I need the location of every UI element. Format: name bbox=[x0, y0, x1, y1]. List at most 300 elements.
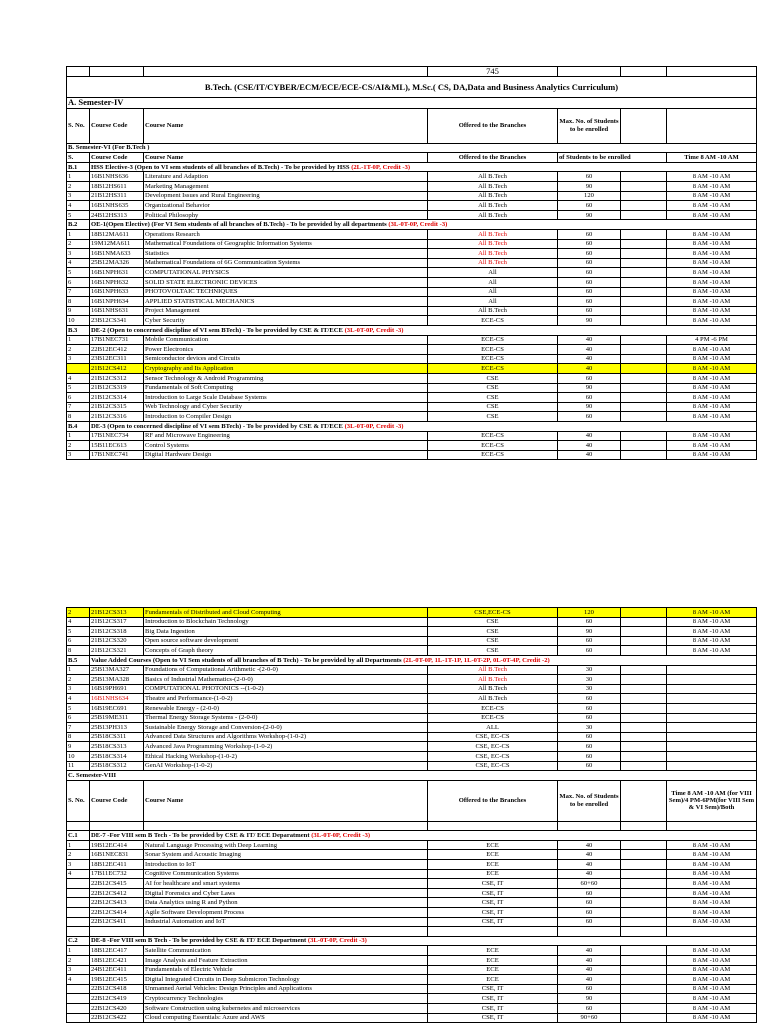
max-students: 60 bbox=[558, 373, 621, 383]
section-row bbox=[67, 325, 757, 335]
section-title-text: HSS Elective-3 (Open to VI sem students of all branches of B.Tech) - To be provided by HSS bbox=[91, 163, 350, 171]
empty-cell bbox=[621, 665, 667, 675]
course-code: 23B12EC311 bbox=[90, 354, 144, 364]
row-sno: 3 bbox=[67, 354, 90, 364]
empty-cell bbox=[621, 441, 667, 451]
max-students: 120 bbox=[558, 608, 621, 618]
empty-cell bbox=[621, 287, 667, 297]
offered-branches: ECE bbox=[428, 840, 558, 850]
course-row bbox=[67, 617, 757, 627]
course-row bbox=[67, 898, 757, 908]
empty-cell bbox=[621, 402, 667, 412]
course-name: Operations Research bbox=[144, 230, 428, 240]
row-sno: 3 bbox=[67, 191, 90, 201]
course-row bbox=[67, 723, 757, 733]
course-code: 21B12CS321 bbox=[90, 646, 144, 656]
course-code: 16B1NHS636 bbox=[90, 172, 144, 182]
course-code: 16B19PH691 bbox=[90, 684, 144, 694]
course-name: Fundamentals of Distributed and Cloud Computing bbox=[144, 608, 428, 618]
course-name: Digital Integrated Circuits in Deep Submicron Technology bbox=[144, 975, 428, 985]
row-sno bbox=[67, 898, 90, 908]
course-row bbox=[67, 694, 757, 704]
course-code: 21B12CS319 bbox=[90, 383, 144, 393]
course-code: 17B1NEC731 bbox=[90, 335, 144, 345]
row-sno: 4 bbox=[67, 617, 90, 627]
row-sno bbox=[67, 364, 90, 374]
course-code: 21B12CS312 bbox=[90, 373, 144, 383]
col-header-code: Course Code bbox=[90, 108, 144, 143]
course-row bbox=[67, 761, 757, 771]
empty-cell bbox=[621, 908, 667, 918]
time-slot bbox=[667, 723, 757, 733]
course-code: 16B19EC691 bbox=[90, 703, 144, 713]
section-heading-row bbox=[67, 771, 757, 781]
offered-branches: ECE-CS bbox=[428, 335, 558, 345]
empty-cell bbox=[621, 297, 667, 307]
max-students: 60 bbox=[558, 703, 621, 713]
course-row bbox=[67, 364, 757, 374]
course-name: Statistics bbox=[144, 249, 428, 259]
section-credit: (3L-0T-0P, Credit -3) bbox=[311, 831, 371, 839]
max-students: 60 bbox=[558, 713, 621, 723]
course-code: 22B12EC412 bbox=[90, 345, 144, 355]
course-name: Political Philosophy bbox=[144, 210, 428, 220]
course-row bbox=[67, 888, 757, 898]
section-title-text: DE-3 (Open to concerned discipline of VI sem BTech) - To be provided by CSE & IT/ECE bbox=[91, 422, 343, 430]
time-slot: 8 AM -10 AM bbox=[667, 306, 757, 316]
course-name: RF and Microwave Engineering bbox=[144, 431, 428, 441]
course-name: Control Systems bbox=[144, 441, 428, 451]
course-code: 19B12EC415 bbox=[90, 975, 144, 985]
offered-branches: CSE, EC-CS bbox=[428, 751, 558, 761]
offered-branches: All B.Tech bbox=[428, 172, 558, 182]
max-students: 40 bbox=[558, 860, 621, 870]
max-students: 40 bbox=[558, 431, 621, 441]
offered-branches: All B.Tech bbox=[428, 694, 558, 704]
max-students: 30 bbox=[558, 723, 621, 733]
row-sno: 7 bbox=[67, 723, 90, 733]
course-code: 25B12MA326 bbox=[90, 258, 144, 268]
offered-branches: CSE bbox=[428, 412, 558, 422]
time-slot: 8 AM -10 AM bbox=[667, 402, 757, 412]
offered-branches: CSE bbox=[428, 383, 558, 393]
empty-cell bbox=[428, 927, 558, 937]
row-sno bbox=[67, 984, 90, 994]
course-code: 25B18CS314 bbox=[90, 751, 144, 761]
course-name: Sensor Technology & Android Programming bbox=[144, 373, 428, 383]
course-name: PHOTOVOLTAIC TECHNIQUES bbox=[144, 287, 428, 297]
section-heading-sem-viii: C. Semester-VIII bbox=[67, 771, 757, 781]
empty-cell bbox=[621, 627, 667, 637]
course-code: 19B12EC414 bbox=[90, 840, 144, 850]
course-name: Industrial Automation and IoT bbox=[144, 917, 428, 927]
row-sno: 6 bbox=[67, 278, 90, 288]
course-name: Sonar System and Acoustic Imaging bbox=[144, 850, 428, 860]
course-code: 22B12CS415 bbox=[90, 879, 144, 889]
course-row bbox=[67, 450, 757, 460]
section-credit: (3L-0T-0P, Credit -3) bbox=[344, 326, 404, 334]
course-row bbox=[67, 306, 757, 316]
section-title bbox=[90, 831, 757, 841]
course-code: 22B12CS412 bbox=[90, 888, 144, 898]
course-code: 18B12MA611 bbox=[90, 230, 144, 240]
course-name: Cryptocurrency Technologies bbox=[144, 994, 428, 1004]
empty-cell bbox=[144, 821, 428, 831]
course-row bbox=[67, 742, 757, 752]
col-header-time: Time 8 AM -10 AM bbox=[667, 153, 757, 163]
offered-branches: CSE bbox=[428, 617, 558, 627]
course-row bbox=[67, 172, 757, 182]
course-name: Data Analytics using R and Python bbox=[144, 898, 428, 908]
offered-branches: CSE bbox=[428, 627, 558, 637]
max-students: 40 bbox=[558, 364, 621, 374]
time-slot: 8 AM -10 AM bbox=[667, 297, 757, 307]
row-sno: 5 bbox=[67, 703, 90, 713]
course-name: Renewable Energy - (2-0-0) bbox=[144, 703, 428, 713]
row-sno bbox=[67, 1003, 90, 1013]
course-name: AI for healthcare and smart systems bbox=[144, 879, 428, 889]
course-row bbox=[67, 1003, 757, 1013]
section-credit: (3L-0T-0P, Credit -3) bbox=[307, 937, 367, 945]
row-sno: 3 bbox=[67, 860, 90, 870]
time-slot: 4 PM -6 PM bbox=[667, 335, 757, 345]
max-students: 60 bbox=[558, 917, 621, 927]
course-name: Introduction to Blockchain Technology bbox=[144, 617, 428, 627]
offered-branches: CSE, IT bbox=[428, 908, 558, 918]
max-students: 60 bbox=[558, 278, 621, 288]
course-code: 22B12CS411 bbox=[90, 917, 144, 927]
row-sno: 4 bbox=[67, 694, 90, 704]
course-code: 25B13PH313 bbox=[90, 723, 144, 733]
max-students: 60 bbox=[558, 249, 621, 259]
empty-cell bbox=[621, 268, 667, 278]
course-code: 18B12EC421 bbox=[90, 956, 144, 966]
empty-cell bbox=[621, 172, 667, 182]
empty-cell bbox=[621, 412, 667, 422]
max-students: 60 bbox=[558, 694, 621, 704]
time-slot: 8 AM -10 AM bbox=[667, 898, 757, 908]
offered-branches: ECE-CS bbox=[428, 345, 558, 355]
time-slot: 8 AM -10 AM bbox=[667, 994, 757, 1004]
time-slot: 8 AM -10 AM bbox=[667, 249, 757, 259]
time-slot: 8 AM -10 AM bbox=[667, 869, 757, 879]
course-name: Introduction to Large Scale Database Systems bbox=[144, 393, 428, 403]
section-credit: (3L-0T-0P, Credit -3) bbox=[344, 422, 404, 430]
offered-branches: CSE, IT bbox=[428, 888, 558, 898]
course-row bbox=[67, 412, 757, 422]
course-code: 21B12HS311 bbox=[90, 191, 144, 201]
col-header-max: of Students to be enrolled bbox=[558, 153, 667, 163]
col-header-time: Time 8 AM -10 AM (for VIII Sem)/4 PM-6PM(for VIII Sem & VI Sem)/Both bbox=[667, 780, 757, 821]
offered-branches: ECE bbox=[428, 965, 558, 975]
time-slot: 8 AM -10 AM bbox=[667, 354, 757, 364]
row-sno: 1 bbox=[67, 230, 90, 240]
empty-cell bbox=[621, 751, 667, 761]
max-students: 40 bbox=[558, 869, 621, 879]
course-code: 21B12CS313 bbox=[90, 608, 144, 618]
row-sno: 3 bbox=[67, 450, 90, 460]
empty-cell bbox=[621, 675, 667, 685]
section-label: B.3 bbox=[67, 325, 90, 335]
time-slot: 8 AM -10 AM bbox=[667, 172, 757, 182]
course-code: 18B12HS611 bbox=[90, 182, 144, 192]
course-code: 21B12CS314 bbox=[90, 393, 144, 403]
empty-cell bbox=[67, 927, 90, 937]
empty-cell bbox=[621, 780, 667, 821]
max-students: 40 bbox=[558, 956, 621, 966]
course-row bbox=[67, 636, 757, 646]
time-slot: 8 AM -10 AM bbox=[667, 879, 757, 889]
course-row bbox=[67, 946, 757, 956]
offered-branches: CSE, IT bbox=[428, 879, 558, 889]
offered-branches: ECE-CS bbox=[428, 450, 558, 460]
offered-branches: CSE bbox=[428, 393, 558, 403]
course-row bbox=[67, 703, 757, 713]
section-row bbox=[67, 162, 757, 172]
course-name: Big Data Ingestion bbox=[144, 627, 428, 637]
max-students: 40 bbox=[558, 441, 621, 451]
course-row bbox=[67, 268, 757, 278]
time-slot: 8 AM -10 AM bbox=[667, 182, 757, 192]
row-sno: 7 bbox=[67, 402, 90, 412]
course-code: 25B13MA328 bbox=[90, 675, 144, 685]
course-row bbox=[67, 297, 757, 307]
empty-cell bbox=[621, 723, 667, 733]
offered-branches: All B.Tech bbox=[428, 306, 558, 316]
course-name: GenAI Workshop-(1-0-2) bbox=[144, 761, 428, 771]
empty-cell bbox=[621, 393, 667, 403]
course-code: 18B12EC411 bbox=[90, 860, 144, 870]
max-students: 90 bbox=[558, 182, 621, 192]
course-code: 16B1NMA633 bbox=[90, 249, 144, 259]
course-name: Digital Forensics and Cyber Laws bbox=[144, 888, 428, 898]
row-sno: 4 bbox=[67, 373, 90, 383]
offered-branches: ECE bbox=[428, 869, 558, 879]
empty-cell bbox=[621, 201, 667, 211]
course-code: 16B1NHS635 bbox=[90, 201, 144, 211]
course-row bbox=[67, 210, 757, 220]
course-code: 25B19ME311 bbox=[90, 713, 144, 723]
max-students: 30 bbox=[558, 675, 621, 685]
time-slot: 8 AM -10 AM bbox=[667, 965, 757, 975]
empty-cell bbox=[621, 210, 667, 220]
offered-branches: CSE, IT bbox=[428, 917, 558, 927]
empty-cell bbox=[621, 694, 667, 704]
offered-branches: CSE, EC-CS bbox=[428, 742, 558, 752]
offered-branches: CSE,ECE-CS bbox=[428, 608, 558, 618]
offered-branches: ALL bbox=[428, 723, 558, 733]
course-name: Mobile Communication bbox=[144, 335, 428, 345]
empty-cell bbox=[621, 258, 667, 268]
section-label: B.4 bbox=[67, 421, 90, 431]
max-students: 60 bbox=[558, 306, 621, 316]
offered-branches: CSE bbox=[428, 373, 558, 383]
course-code: 22B12CS420 bbox=[90, 1003, 144, 1013]
course-code: 18B12EC417 bbox=[90, 946, 144, 956]
max-students: 60 bbox=[558, 636, 621, 646]
time-slot: 8 AM -10 AM bbox=[667, 239, 757, 249]
course-name: Satellite Communication bbox=[144, 946, 428, 956]
empty-cell bbox=[621, 888, 667, 898]
section-title-text: DE-8 -For VIII sem B Tech - To be provided by CSE & IT/ ECE Department bbox=[91, 937, 307, 945]
offered-branches: CSE, IT bbox=[428, 994, 558, 1004]
empty-cell bbox=[621, 373, 667, 383]
offered-branches: CSE, IT bbox=[428, 1013, 558, 1023]
section-title bbox=[90, 325, 757, 335]
max-students: 60 bbox=[558, 258, 621, 268]
row-sno: 2 bbox=[67, 182, 90, 192]
col-header-sno: S. No. bbox=[67, 780, 90, 821]
max-students: 90+60 bbox=[558, 1013, 621, 1023]
max-students: 60 bbox=[558, 742, 621, 752]
time-slot: 8 AM -10 AM bbox=[667, 608, 757, 618]
course-row bbox=[67, 249, 757, 259]
course-row bbox=[67, 646, 757, 656]
offered-branches: CSE bbox=[428, 646, 558, 656]
empty-cell bbox=[621, 821, 667, 831]
row-sno: 2 bbox=[67, 239, 90, 249]
course-code: 19M12MA611 bbox=[90, 239, 144, 249]
offered-branches: All B.Tech bbox=[428, 249, 558, 259]
course-row bbox=[67, 191, 757, 201]
course-name: Concepts of Graph theory bbox=[144, 646, 428, 656]
course-row bbox=[67, 751, 757, 761]
offered-branches: CSE, EC-CS bbox=[428, 761, 558, 771]
row-sno: 1 bbox=[67, 840, 90, 850]
time-slot: 8 AM -10 AM bbox=[667, 1003, 757, 1013]
course-code: 25B13MA327 bbox=[90, 665, 144, 675]
section-credit: (2L-1T-0P, Credit -3) bbox=[351, 163, 411, 171]
row-sno: 5 bbox=[67, 627, 90, 637]
row-sno bbox=[67, 879, 90, 889]
course-name: Semiconductor devices and Circuits bbox=[144, 354, 428, 364]
course-name: Digital Hardware Design bbox=[144, 450, 428, 460]
row-sno bbox=[67, 1013, 90, 1023]
offered-branches: CSE, EC-CS bbox=[428, 732, 558, 742]
empty-cell bbox=[67, 821, 90, 831]
course-row bbox=[67, 665, 757, 675]
course-code: 16B1NPH631 bbox=[90, 268, 144, 278]
course-code: 17B1NEC741 bbox=[90, 450, 144, 460]
course-name: Mathematical Foundations of 6G Communication Systems bbox=[144, 258, 428, 268]
max-students: 60 bbox=[558, 239, 621, 249]
course-code: 22B12CS419 bbox=[90, 994, 144, 1004]
empty-cell bbox=[621, 608, 667, 618]
row-sno: 9 bbox=[67, 742, 90, 752]
section-title-text: Value Added Courses (Open to VI Sem students of all branches of B Tech) - To be provided by all Departments bbox=[91, 656, 402, 664]
empty-cell bbox=[621, 364, 667, 374]
col-header-code: Course Code bbox=[90, 153, 144, 163]
course-code: 16B1NEC831 bbox=[90, 850, 144, 860]
section-row bbox=[67, 220, 757, 230]
course-row bbox=[67, 201, 757, 211]
empty-cell bbox=[621, 869, 667, 879]
empty-cell bbox=[621, 278, 667, 288]
section-heading-sem-vi: B. Semester-VI (For B.Tech ) bbox=[67, 143, 757, 153]
time-slot: 8 AM -10 AM bbox=[667, 278, 757, 288]
empty-cell bbox=[621, 191, 667, 201]
empty-cell bbox=[621, 230, 667, 240]
row-sno: 2 bbox=[67, 850, 90, 860]
course-row bbox=[67, 608, 757, 618]
row-sno: 2 bbox=[67, 441, 90, 451]
course-code: 16B1NPH632 bbox=[90, 278, 144, 288]
course-row bbox=[67, 335, 757, 345]
course-row bbox=[67, 675, 757, 685]
max-students: 90 bbox=[558, 210, 621, 220]
course-name: Sustainable Energy Storage and Conversion-(2-0-0) bbox=[144, 723, 428, 733]
course-name: Cyber Security bbox=[144, 316, 428, 326]
course-name: Power Electronics bbox=[144, 345, 428, 355]
offered-branches: All B.Tech bbox=[428, 675, 558, 685]
offered-branches: All B.Tech bbox=[428, 684, 558, 694]
course-name: Cognitive Communication Systems bbox=[144, 869, 428, 879]
row-sno: 10 bbox=[67, 751, 90, 761]
time-slot bbox=[667, 732, 757, 742]
time-slot: 8 AM -10 AM bbox=[667, 364, 757, 374]
offered-branches: CSE, IT bbox=[428, 1003, 558, 1013]
course-name: Fundamentals of Soft Computing bbox=[144, 383, 428, 393]
row-sno: 2 bbox=[67, 675, 90, 685]
offered-branches: All B.Tech bbox=[428, 258, 558, 268]
col-header-max: Max. No. of Students to be enrolled bbox=[558, 108, 621, 143]
col-header-name: Course Name bbox=[144, 153, 428, 163]
row-sno: 8 bbox=[67, 732, 90, 742]
row-sno bbox=[67, 908, 90, 918]
section-label: C.2 bbox=[67, 936, 90, 946]
section-title bbox=[90, 936, 757, 946]
row-sno: 4 bbox=[67, 869, 90, 879]
time-slot bbox=[667, 751, 757, 761]
row-sno: 6 bbox=[67, 393, 90, 403]
col-header-sno: S. No. bbox=[67, 108, 90, 143]
max-students: 60 bbox=[558, 201, 621, 211]
row-sno: 8 bbox=[67, 412, 90, 422]
course-code: 24B12HS313 bbox=[90, 210, 144, 220]
row-sno: 11 bbox=[67, 761, 90, 771]
row-sno: 2 bbox=[67, 956, 90, 966]
empty-cell bbox=[667, 927, 757, 937]
max-students: 60 bbox=[558, 732, 621, 742]
max-students: 60 bbox=[558, 908, 621, 918]
time-slot: 8 AM -10 AM bbox=[667, 946, 757, 956]
empty-cell bbox=[621, 431, 667, 441]
offered-branches: All B.Tech bbox=[428, 230, 558, 240]
time-slot: 8 AM -10 AM bbox=[667, 627, 757, 637]
time-slot bbox=[667, 761, 757, 771]
empty-cell bbox=[621, 450, 667, 460]
row-sno: 9 bbox=[67, 306, 90, 316]
course-name: Project Management bbox=[144, 306, 428, 316]
time-slot: 8 AM -10 AM bbox=[667, 908, 757, 918]
max-students: 60 bbox=[558, 297, 621, 307]
course-row bbox=[67, 393, 757, 403]
course-name: Thermal Energy Storage Systems - (2-0-0) bbox=[144, 713, 428, 723]
max-students: 60+60 bbox=[558, 879, 621, 889]
time-slot: 8 AM -10 AM bbox=[667, 850, 757, 860]
empty-cell bbox=[667, 821, 757, 831]
row-sno: 5 bbox=[67, 383, 90, 393]
empty-cell bbox=[90, 821, 144, 831]
empty-cell bbox=[621, 850, 667, 860]
course-name: Natural Language Processing with Deep Learning bbox=[144, 840, 428, 850]
course-code: 22B12CS413 bbox=[90, 898, 144, 908]
row-sno: 10 bbox=[67, 316, 90, 326]
time-slot: 8 AM -10 AM bbox=[667, 412, 757, 422]
course-name: Image Analysis and Feature Extraction bbox=[144, 956, 428, 966]
course-row bbox=[67, 732, 757, 742]
course-code: 25B18CS311 bbox=[90, 732, 144, 742]
